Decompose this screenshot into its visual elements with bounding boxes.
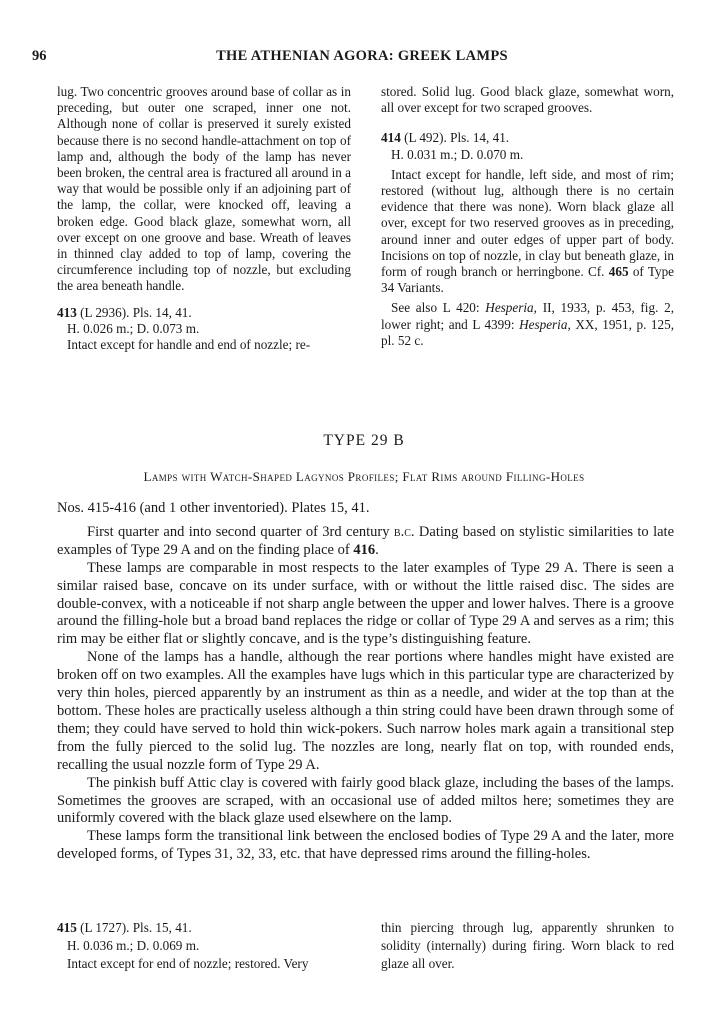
entry-413-heading xyxy=(57,305,351,321)
left-continued-text: lug. Two concentric grooves around base of collar as in preceding, but outer one scraped, inner one not. Although none of collar is preserved it surely existed because there is no second handle-attachment on top of lamp and, although the body of the lamp has never been broken, the central area is fractured all around in a way that would be possible only if an adjoining part of the lamp, the collar, were knocked off, leaving a broken edge. Good black glaze, somewhat worn, all over except on one groove and base. Wreath of leaves in thinned clay added to top of lamp, covering the circumference including top of nozzle, but excluding the area beneath handle. xyxy=(57,84,352,294)
paragraph-3: None of the lamps has a handle, although the rear portions where handles might have existed are broken off on two examples. All the examples have lugs which in this particular type are characterized by very thin holes, pierced apparently by an instrument as thin as a needle, and wider at the top than at the bottom. These holes are practically useless although a thin string could have been drawn through some of them; they could have served to hold thin wick-pokers. Such narrow holes mark again a transitional step from the fully pierced to the solid lug. The nozzles are long, nearly flat on top, with rounded ends, recalling the usual nozzle form of Type 29 A. xyxy=(57,649,674,773)
nos-rest: (and 1 other inventoried). Plates 15, 41. xyxy=(139,500,370,516)
entry-413-plates: Pls. 14, 41. xyxy=(132,304,192,320)
see-also-journal-2: Hesperia, xyxy=(519,316,571,332)
entry-413-inv: (L 2936). xyxy=(80,304,130,320)
entry-415-left xyxy=(57,919,351,973)
entry-414-see-also xyxy=(381,300,674,349)
entry-413-measurements: H. 0.026 m.; D. 0.073 m. xyxy=(67,320,200,336)
p1-ref: 416 xyxy=(353,541,376,558)
entry-414-inv: (L 492). xyxy=(404,130,447,146)
p1-end: . xyxy=(375,541,379,558)
paragraph-1 xyxy=(57,524,674,560)
entry-413-description: Intact except for handle and end of nozzle; re- xyxy=(67,337,311,353)
entry-415-number: 415 xyxy=(57,920,77,935)
nos-line xyxy=(57,500,674,518)
entry-414-number: 414 xyxy=(381,130,401,146)
running-header xyxy=(32,48,692,68)
page-number: 96 xyxy=(32,48,47,64)
entry-415-heading xyxy=(57,919,351,937)
entry-414-heading xyxy=(381,130,674,146)
section-title: TYPE 29 B xyxy=(323,432,405,449)
left-column xyxy=(57,84,351,353)
nos-label: Nos. 415-416 xyxy=(57,500,136,516)
entry-415-right xyxy=(381,919,674,973)
entry-414-plates: Pls. 14, 41. xyxy=(450,130,510,146)
entry-414-description-b: of Type 34 Variants. xyxy=(381,264,675,296)
running-title: THE ATHENIAN AGORA: GREEK LAMPS xyxy=(216,48,508,64)
paragraph-5: These lamps form the transitional link between the enclosed bodies of Type 29 A and the later, more developed forms, of Types 31, 32, 33, etc. that have depressed rims around the filling-holes. xyxy=(57,828,674,863)
section-subtitle: Lamps with Watch-Shaped Lagynos Profiles; Flat Rims around Filling-Holes xyxy=(143,469,585,484)
see-also-c: XX, 1951, p. 125, pl. 52 c. xyxy=(381,316,675,348)
entry-414-description xyxy=(381,167,674,297)
right-column xyxy=(381,84,674,349)
entry-415-measurements: H. 0.036 m.; D. 0.069 m. xyxy=(67,938,200,953)
see-also-journal-1: Hesperia, xyxy=(485,300,537,316)
entry-415-inv: (L 1727). xyxy=(80,920,130,935)
paragraph-4: The pinkish buff Attic clay is covered with fairly good black glaze, including the bases of the lamps. Sometimes the grooves are scraped, with an occasional use of added miltos here; sometimes they are uniformly covered with the black glaze used elsewhere on the lamp. xyxy=(57,774,674,827)
entry-414-measurements: H. 0.031 m.; D. 0.070 m. xyxy=(391,146,524,162)
entry-415-description-left: Intact except for end of nozzle; restored. Very xyxy=(67,956,309,971)
entry-413-number: 413 xyxy=(57,304,77,320)
paragraph-2: These lamps are comparable in most respects to the later examples of Type 29 A. There is seen a similar raised base, concave on its under surface, with or without the little raised disc. The sides are double-convex, with a noticeable if not sharp angle between the upper and lower halves. There is a groove around the filling-hole but a broad band replaces the ridge or collar of Type 29 A and serves as a rim; this rim may be either flat or slightly concave, and is the type’s distinguishing feature. xyxy=(57,559,674,648)
entry-415-plates: Pls. 15, 41. xyxy=(132,920,192,935)
right-continued-text: stored. Solid lug. Good black glaze, somewhat worn, all over except for two scraped grooves. xyxy=(381,84,674,116)
body-text xyxy=(57,500,674,864)
p1-bc: b.c. xyxy=(393,523,415,540)
entry-414-cf-number: 465 xyxy=(608,264,629,280)
entry-415-description-right: thin piercing through lug, apparently shrunken to solidity (internally) during firing. Worn black to red glaze all over. xyxy=(381,920,674,971)
p1-b: Dating based on stylistic similarities to late examples of Type 29 A and on the finding place of xyxy=(57,523,675,558)
see-also-a: See also L 420: xyxy=(391,300,480,316)
see-also-b: II, 1933, p. 453, fig. 2, lower right; and L 4399: xyxy=(381,300,675,332)
p1-a: First quarter and into second quarter of 3rd century xyxy=(87,523,390,540)
entry-414-description-a: Intact except for handle, left side, and most of rim; restored (without lug, although there is no certain evidence that there was none). Worn black glaze all over, except for two reserved grooves as in preceding, around inner and outer edges of upper part of body. Incisions on top of nozzle, in clay but beneath glaze, in form of rough branch or herringbone. Cf. xyxy=(381,166,674,280)
